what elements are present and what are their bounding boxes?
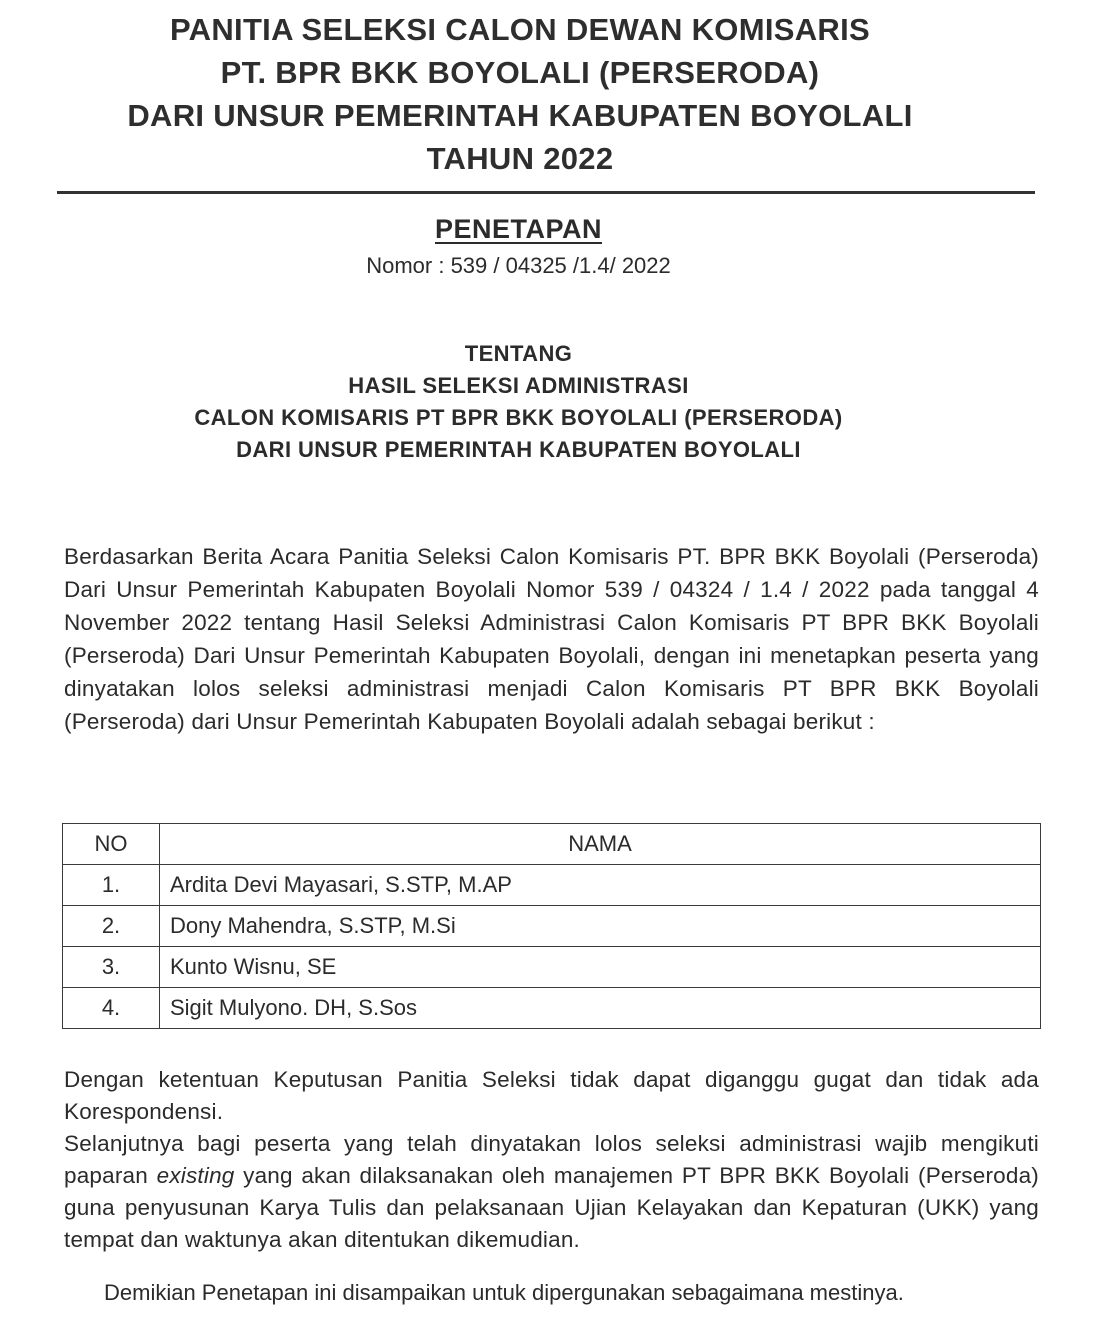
table-row [63,865,1041,906]
subject-line-4: DARI UNSUR PEMERINTAH KABUPATEN BOYOLALI [236,437,801,462]
letterhead-line-1: PANITIA SELEKSI CALON DEWAN KOMISARIS [169,12,871,47]
table-header-row [63,824,1041,865]
letterhead-line-2: PT. BPR BKK BOYOLALI (PERSERODA) [220,55,820,90]
candidate-table [62,823,1041,1029]
header-name: NAMA [160,824,1041,865]
header-no: NO [63,824,160,865]
row-number: 3. [63,947,160,988]
candidate-name: Kunto Wisnu, SE [160,947,1041,988]
intro-paragraph: Berdasarkan Berita Acara Panitia Seleksi Calon Komisaris PT. BPR BKK Boyolali (Perseroda) Dari Unsur Pemerintah Kabupaten Boyolali Nomor 539 / 04324 / 1.4 / 2022 pada tanggal 4 November 2022 tentang Hasil Seleksi Administrasi Calon Komisaris PT BPR BKK Boyolali (Perseroda) Dari Unsur Pemerintah Kabupaten Boyolali, dengan ini menetapkan peserta yang dinyatakan lolos seleksi administrasi menjadi Calon Komisaris PT BPR BKK Boyolali (Perseroda) dari Unsur Pemerintah Kabupaten Boyolali adalah sebagai berikut : [64,544,1039,734]
table-row [63,906,1041,947]
candidate-name: Dony Mahendra, S.STP, M.Si [160,906,1041,947]
followup-text-end: yang akan dilaksanakan oleh manajemen PT BPR BKK Boyolali (Perseroda) guna penyusunan Karya Tulis dan pelaksanaan Ujian Kelayakan dan Kepaturan (UKK) yang tempat dan waktunya akan ditentukan dikemudian. [64,1163,1039,1252]
subject-line-3: CALON KOMISARIS PT BPR BKK BOYOLALI (PERSERODA) [194,405,843,430]
followup-paragraph [64,1128,1039,1256]
table-row [63,947,1041,988]
subject-line-1: TENTANG [464,341,573,366]
row-number: 1. [63,865,160,906]
provision-paragraph: Dengan ketentuan Keputusan Panitia Seleksi tidak dapat diganggu gugat dan tidak ada Korespondensi. [64,1067,1039,1124]
decree-number: Nomor : 539 / 04325 /1.4/ 2022 [366,253,671,278]
letterhead-line-4: TAHUN 2022 [426,141,614,176]
candidate-name: Sigit Mulyono. DH, S.Sos [160,988,1041,1029]
followup-text-start: Selanjutnya bagi peserta yang telah dinyatakan lolos seleksi administrasi wajib mengikuti paparan [64,1131,1039,1188]
row-number: 2. [63,906,160,947]
decree-subject [0,338,1037,466]
followup-italic-term: existing [156,1163,235,1188]
table-row [63,988,1041,1029]
letterhead [0,8,1040,180]
letterhead-line-3: DARI UNSUR PEMERINTAH KABUPATEN BOYOLALI [127,98,913,133]
header-divider [57,191,1035,194]
closing-statement: Demikian Penetapan ini disampaikan untuk dipergunakan sebagaimana mestinya. [104,1280,904,1305]
subject-line-2: HASIL SELEKSI ADMINISTRASI [348,373,689,398]
candidate-name: Ardita Devi Mayasari, S.STP, M.AP [160,865,1041,906]
decree-title: PENETAPAN [434,214,602,244]
row-number: 4. [63,988,160,1029]
